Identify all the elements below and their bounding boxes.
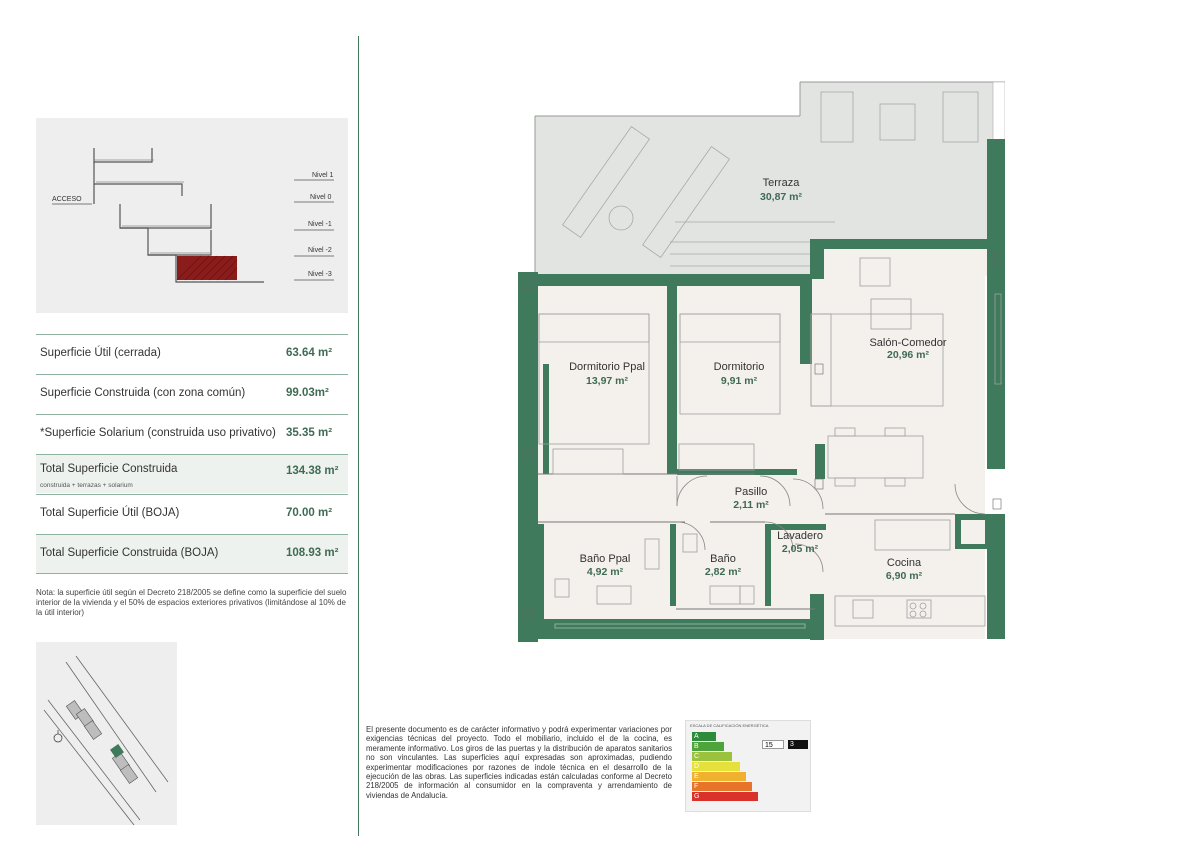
- energy-title: ESCALA DE CALIFICACIÓN ENERGÉTICA: [690, 723, 769, 728]
- surface-note: Nota: la superficie útil según el Decreto 218/2005 se define como la superficie del suelo interior de la vivienda y el 50% de espacios exteriores privativos (limitándose al 10% de la útil interior): [36, 588, 347, 617]
- site-plan-drawing: [36, 642, 177, 825]
- energy-grade-bar: F: [692, 782, 752, 791]
- surface-value: 99.03m²: [286, 387, 329, 399]
- surface-row: [36, 534, 348, 574]
- room-name: Dormitorio: [713, 361, 765, 373]
- surface-row: [36, 494, 348, 533]
- surface-row: [36, 414, 348, 453]
- access-label: ACCESO: [52, 196, 82, 203]
- level-label: Nivel 0: [310, 194, 332, 201]
- surface-label: Total Superficie Construida: [40, 463, 178, 475]
- surface-value: 35.35 m²: [286, 427, 333, 439]
- room-name: Salón-Comedor: [869, 337, 947, 349]
- highlighted-unit: [177, 256, 237, 280]
- surface-row: [36, 454, 348, 493]
- level-label: Nivel -1: [308, 221, 332, 228]
- room-name: Baño Ppal: [579, 553, 631, 565]
- energy-grade-bar: E: [692, 772, 746, 781]
- room-name: Pasillo: [734, 486, 768, 498]
- section-drawing: [36, 118, 348, 313]
- room-area: 20,96 m²: [886, 349, 930, 361]
- room-area: 30,87 m²: [759, 191, 803, 203]
- room-name: Dormitorio Ppal: [569, 361, 645, 373]
- legal-disclaimer: El presente documento es de carácter informativo y podrá experimentar variaciones por exigencias técnicas del proyecto. Todo el mobiliario, incluido el de la cocina, es meramente informativo. Los giros de las puertas y la distribución de aparatos sanitarios no son vinculantes. Las superficies aquí expresadas son aproximadas, pudiendo experimentar modificaciones por razones de índole técnica en el desarrollo de la ejecución de las obras. Las superficies indicadas están calculadas conforme al Decreto 218/2005 de información al consumidor en la compraventa y arrendamiento de viviendas de Andalucía.: [366, 725, 672, 800]
- surface-label: Superficie Útil (cerrada): [40, 347, 161, 359]
- floor-plan: [515, 74, 1005, 644]
- surface-label: *Superficie Solarium (construida uso privativo): [40, 427, 276, 439]
- room-name: Baño: [710, 553, 736, 565]
- room-area: 13,97 m²: [585, 375, 629, 387]
- surface-label: Total Superficie Útil (BOJA): [40, 507, 180, 519]
- surface-sublabel: construida + terrazas + solarium: [40, 482, 133, 489]
- room-area: 2,11 m²: [733, 499, 769, 511]
- room-area: 9,91 m²: [720, 375, 758, 387]
- surface-value: 108.93 m²: [286, 547, 339, 559]
- room-name: Lavadero: [777, 530, 823, 542]
- room-name: Cocina: [886, 557, 922, 569]
- surface-value: 63.64 m²: [286, 347, 333, 359]
- surface-label: Superficie Construida (con zona común): [40, 387, 246, 399]
- energy-grade-bar: B: [692, 742, 724, 751]
- surface-label: Total Superficie Construida (BOJA): [40, 547, 219, 559]
- surface-row: [36, 334, 348, 373]
- section-diagram: [36, 118, 348, 313]
- energy-value-consumption: 15: [762, 740, 784, 749]
- energy-rating-label: [685, 720, 811, 812]
- surface-row: [36, 374, 348, 413]
- room-area: 4,92 m²: [586, 566, 624, 578]
- energy-grade-bar: D: [692, 762, 740, 771]
- energy-grade-bar: C: [692, 752, 732, 761]
- level-label: Nivel 1: [312, 172, 334, 179]
- surface-value: 134.38 m²: [286, 465, 339, 477]
- energy-grade-bar: G: [692, 792, 758, 801]
- energy-grade-bar: A: [692, 732, 716, 741]
- energy-value-emissions: 3: [788, 740, 808, 749]
- column-divider: [358, 36, 359, 836]
- level-label: Nivel -2: [308, 247, 332, 254]
- level-label: Nivel -3: [308, 271, 332, 278]
- location-map: [36, 642, 177, 825]
- room-area: 2,05 m²: [781, 543, 819, 555]
- room-name: Terraza: [762, 177, 800, 189]
- surface-value: 70.00 m²: [286, 507, 333, 519]
- room-area: 2,82 m²: [704, 566, 742, 578]
- room-area: 6,90 m²: [885, 570, 923, 582]
